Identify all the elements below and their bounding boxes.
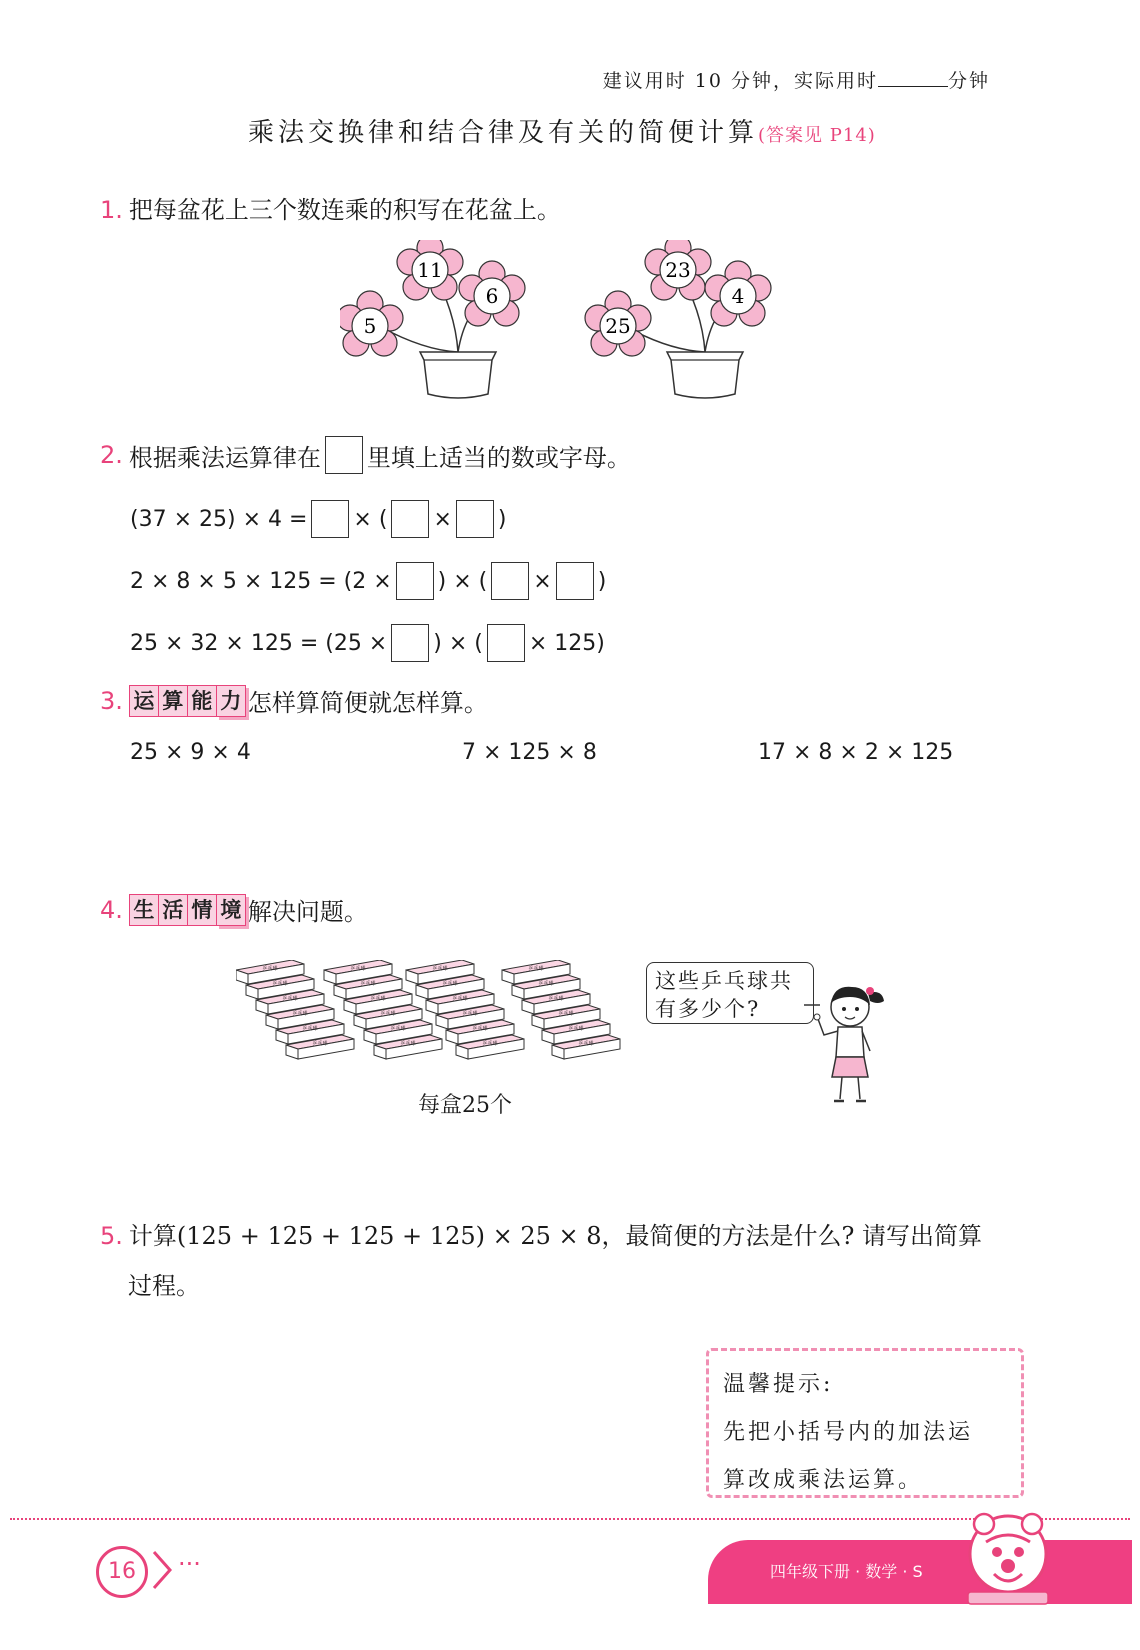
- flower-pot-1: [340, 240, 525, 398]
- box-label: 乒乓球: [432, 966, 448, 972]
- answer-box[interactable]: [556, 562, 594, 600]
- box-label: 乒乓球: [462, 1011, 478, 1017]
- box-label: 乒乓球: [400, 1041, 416, 1047]
- flower-pots-illustration: [340, 240, 820, 420]
- time-prefix: 建议用时 10 分钟，实际用时: [602, 70, 878, 92]
- flower-number: 4: [731, 284, 745, 308]
- box-label: 乒乓球: [350, 966, 366, 972]
- ping-pong-boxes-illustration: [236, 960, 656, 1090]
- chevron-right-icon: [150, 1548, 174, 1592]
- speech-bubble: [646, 962, 814, 1024]
- flower-number: 5: [363, 314, 377, 338]
- speech-line: 这些乒乓球共: [655, 969, 793, 993]
- box-label: 乒乓球: [578, 1041, 594, 1047]
- answer-box[interactable]: [391, 624, 429, 662]
- flower-number: 23: [665, 258, 691, 282]
- question-2: [100, 436, 631, 474]
- question-text: 里填上适当的数或字母。: [366, 443, 631, 472]
- page-number: 16: [96, 1546, 148, 1598]
- question-text: 根据乘法运算律在: [128, 443, 321, 472]
- time-suffix: 分钟: [947, 70, 990, 92]
- question-number: 4.: [100, 895, 123, 924]
- flower-number: 6: [485, 284, 499, 308]
- eq-text: ): [597, 568, 607, 594]
- answer-box[interactable]: [491, 562, 529, 600]
- eq-text: × (: [353, 506, 388, 532]
- box-label: 乒乓球: [302, 1026, 318, 1032]
- flower-pot-2: [585, 240, 771, 398]
- tag-char: 运: [129, 685, 158, 717]
- time-blank[interactable]: [878, 86, 948, 87]
- box-label: 乒乓球: [272, 981, 288, 987]
- speech-line: 有多少个?: [655, 997, 761, 1021]
- title-text: 乘法交换律和结合律及有关的简便计算: [248, 118, 759, 148]
- eq-text: 25 × 32 × 125 = (25 ×: [130, 630, 388, 656]
- box-label: 乒乓球: [380, 1011, 396, 1017]
- tip-title: 温馨提示:: [723, 1372, 834, 1397]
- equation-1: [130, 500, 506, 538]
- eq-text: ×: [433, 506, 452, 532]
- example-box: [325, 436, 363, 474]
- box-label: 乒乓球: [360, 981, 376, 987]
- box-label: 乒乓球: [282, 996, 298, 1002]
- question-number: 5.: [100, 1222, 123, 1250]
- skill-tag: [129, 685, 246, 717]
- eq-text: ) × (: [437, 568, 488, 594]
- answer-box[interactable]: [456, 500, 494, 538]
- question-text: 怎样算简便就怎样算。: [247, 689, 488, 717]
- tag-char: 力: [216, 685, 246, 717]
- box-caption: 每盒25个: [418, 1093, 512, 1118]
- tag-char: 能: [187, 685, 216, 717]
- tip-line: 先把小括号内的加法运: [723, 1420, 974, 1445]
- time-suggestion: [603, 66, 990, 93]
- question-5-continued: 过程。: [128, 1272, 200, 1300]
- eq-text: 2 × 8 × 5 × 125 = (2 ×: [130, 568, 392, 594]
- box-label: 乒乓球: [442, 981, 458, 987]
- question-number: 2.: [100, 441, 123, 469]
- box-label: 乒乓球: [538, 981, 554, 987]
- box-label: 乒乓球: [370, 996, 386, 1002]
- flower-number: 11: [417, 258, 443, 282]
- question-text: 计算(125 + 125 + 125 + 125) × 25 × 8，最简便的方法是什么? 请写出简算: [128, 1222, 983, 1250]
- tag-char: 情: [187, 894, 216, 926]
- question-text: 把每盆花上三个数连乘的积写在花盆上。: [128, 196, 561, 224]
- box-label: 乒乓球: [262, 966, 278, 972]
- eq-text: × 125): [528, 630, 605, 656]
- eq-text: ): [497, 506, 507, 532]
- box-label: 乒乓球: [312, 1041, 328, 1047]
- question-3: [100, 683, 488, 718]
- question-1: [100, 190, 561, 225]
- box-label: 乒乓球: [482, 1041, 498, 1047]
- equation-3: [130, 624, 605, 662]
- tag-char: 算: [158, 685, 187, 717]
- question-5: [100, 1216, 982, 1251]
- problem-1: 25 × 9 × 4: [130, 740, 251, 765]
- book-info: 四年级下册 · 数学 · S: [770, 1562, 923, 1581]
- answer-box[interactable]: [487, 624, 525, 662]
- question-number: 3.: [100, 686, 123, 715]
- answer-box[interactable]: [396, 562, 434, 600]
- box-label: 乒乓球: [390, 1026, 406, 1032]
- box-label: 乒乓球: [528, 966, 544, 972]
- answer-box[interactable]: [391, 500, 429, 538]
- eq-text: ×: [533, 568, 552, 594]
- equation-2: [130, 562, 606, 600]
- flower-number: 25: [605, 314, 631, 338]
- box-label: 乒乓球: [548, 996, 564, 1002]
- box-label: 乒乓球: [568, 1026, 584, 1032]
- question-text: 解决问题。: [247, 898, 368, 926]
- box-label: 乒乓球: [452, 996, 468, 1002]
- tag-char: 活: [158, 894, 187, 926]
- answer-box[interactable]: [311, 500, 349, 538]
- answer-reference: (答案见 P14): [758, 125, 876, 146]
- eq-text: ) × (: [433, 630, 483, 656]
- footer-dots: ···: [178, 1550, 201, 1578]
- eq-text: (37 × 25) × 4 =: [130, 506, 308, 532]
- question-4: [100, 892, 368, 927]
- tip-box: [706, 1348, 1024, 1498]
- problem-2: 7 × 125 × 8: [462, 740, 597, 765]
- tip-line: 算改成乘法运算。: [723, 1468, 924, 1493]
- tag-char: 生: [129, 894, 158, 926]
- box-label: 乒乓球: [472, 1026, 488, 1032]
- problem-3: 17 × 8 × 2 × 125: [758, 740, 954, 765]
- box-label: 乒乓球: [292, 1011, 308, 1017]
- box-label: 乒乓球: [558, 1011, 574, 1017]
- page-title: [248, 112, 876, 149]
- mascot-logo: [962, 1508, 1054, 1608]
- tag-char: 境: [216, 894, 246, 926]
- question-number: 1.: [100, 196, 123, 224]
- girl-illustration: [804, 975, 894, 1110]
- context-tag: [129, 894, 246, 926]
